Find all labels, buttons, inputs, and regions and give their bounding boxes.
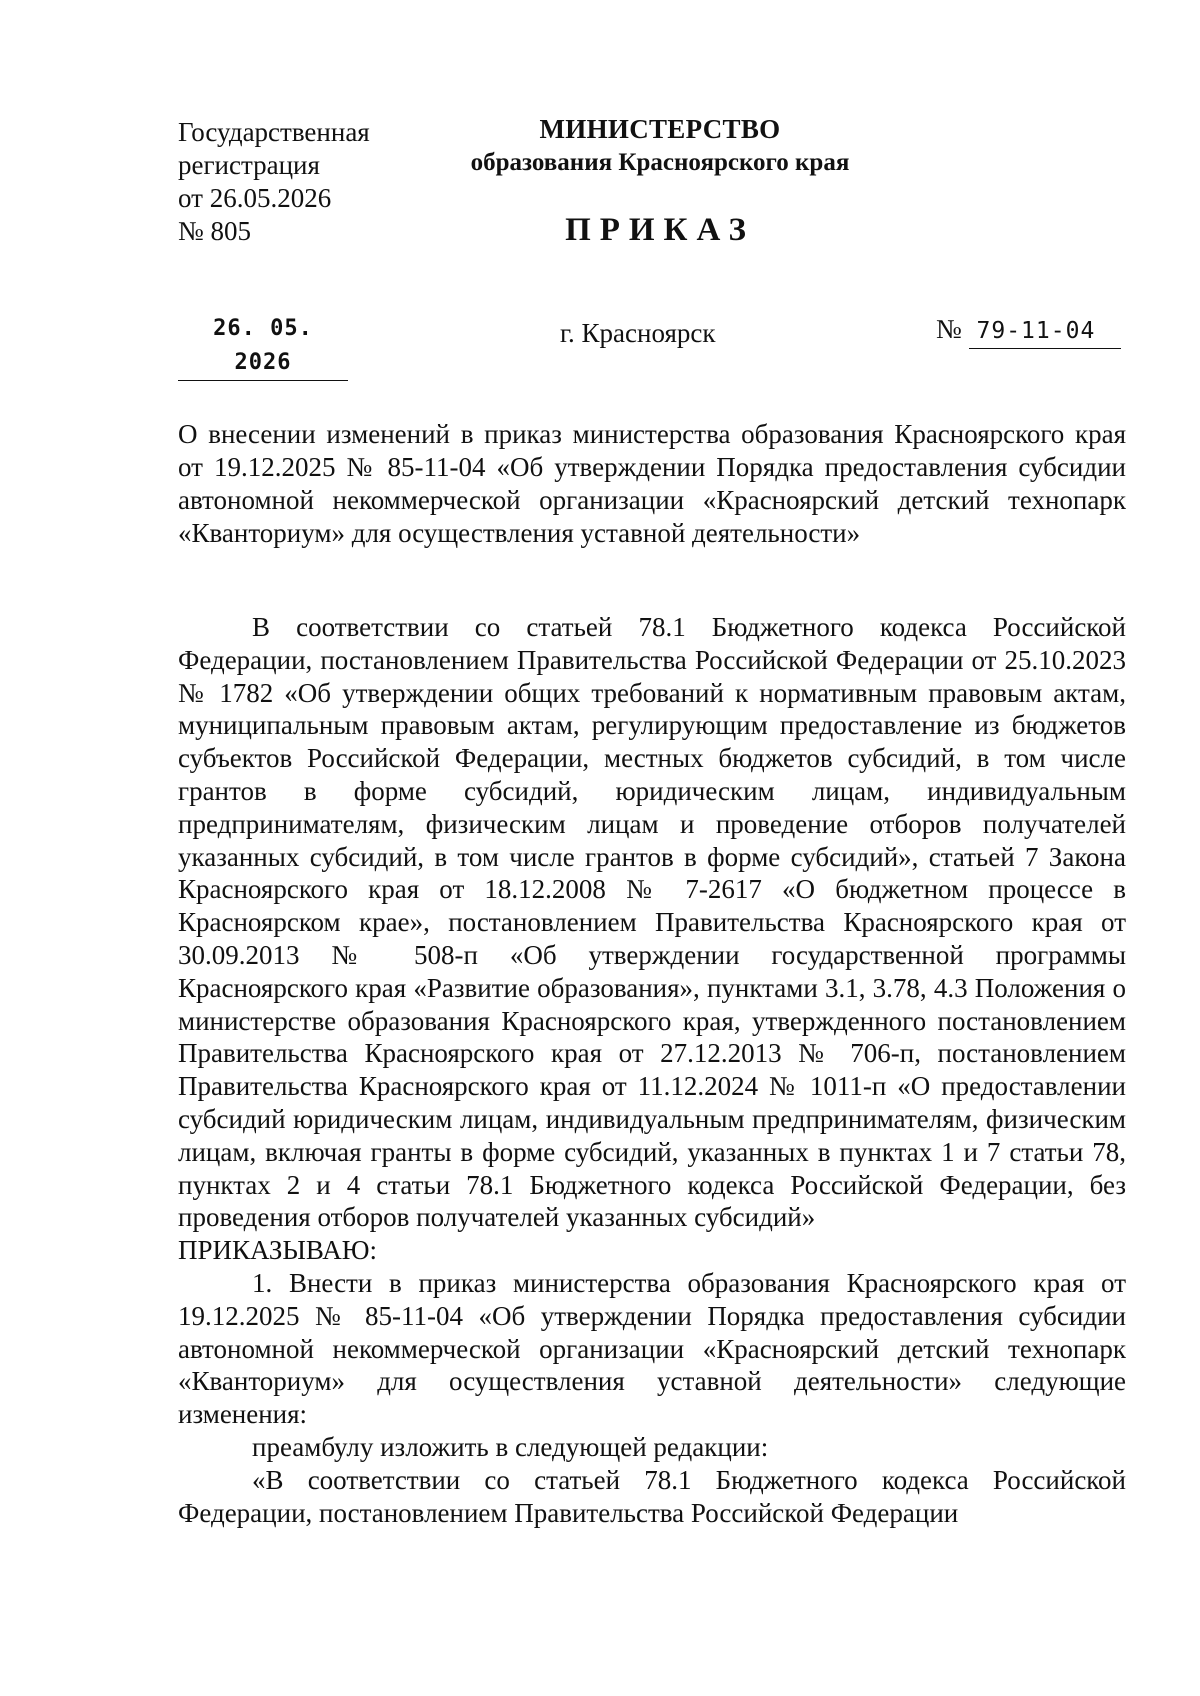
order-body xyxy=(178,611,1126,1529)
ministry-header xyxy=(400,112,920,180)
registration-stamp xyxy=(178,116,370,248)
registration-date: от 26.05.2026 xyxy=(178,183,332,213)
document-type-title: ПРИКАЗ xyxy=(565,212,755,248)
order-number-value: 79-11-04 xyxy=(969,314,1121,349)
registration-line-2: регистрация xyxy=(178,150,320,180)
preamble-paragraph: В соответствии со статьей 78.1 Бюджетного кодекса Российской Федерации, постановлением Правительства Российской Федерации от 25.10.2023 № 1782 «Об утверждении общих требований к нормативным правовым актам, муниципальным правовым актам, регулирующим предоставление из бюджетов субъектов Российской Федерации, местных бюджетов субсидий, в том числе грантов в форме субсидий, юридическим лицам, индивидуальным предпринимателям, физическим лицам и проведение отборов получателей указанных субсидий, в том числе грантов в форме субсидий», статьей 7 Закона Красноярского края от 18.12.2008 № 7-2617 «О бюджетном процессе в Красноярском крае», постановлением Правительства Красноярского края от 30.09.2013 № 508-п «Об утверждении государственной программы Красноярского края «Развитие образования», пунктами 3.1, 3.78, 4.3 Положения о министерстве образования Красноярского края, утвержденного постановлением Правительства Красноярского края от 27.12.2013 № 706-п, постановлением Правительства Красноярского края от 11.12.2024 № 1011-п «О предоставлении субсидий юридическим лицам, индивидуальным предпринимателям, физическим лицам, включая гранты в форме субсидий, указанных в пунктах 1 и 7 статьи 78, пунктах 2 и 4 статьи 78.1 Бюджетного кодекса Российской Федерации, без проведения отборов получателей указанных субсидий» xyxy=(178,612,1126,1233)
number-prefix: № xyxy=(936,314,962,344)
registration-line-1: Государственная xyxy=(178,117,370,147)
city-label: г. Красноярск xyxy=(560,318,716,348)
order-item-1: 1. Внести в приказ министерства образования Красноярского края от 19.12.2025 № 85-11-04 «Об утверждении Порядка предоставления субсидии автономной некоммерческой организации «Красноярский детский технопарк «Кванториум» для осуществления уставной деятельности» следующие изменения: xyxy=(178,1267,1126,1430)
order-date-field: 26. 05. 2026 xyxy=(178,312,348,381)
order-word: ПРИКАЗЫВАЮ: xyxy=(178,1235,377,1266)
order-number-field xyxy=(936,312,1126,349)
registration-number: № 805 xyxy=(178,216,252,246)
order-subject: О внесении изменений в приказ министерства образования Красноярского края от 19.12.2025 № 85-11-04 «Об утверждении Порядка предоставления субсидии автономной некоммерческой организации «Красноярский детский технопарк «Кванториум» для осуществления уставной деятельности» xyxy=(178,419,1126,548)
ministry-subtitle: образования Красноярского края xyxy=(470,149,850,176)
order-item-1-sub: преамбулу изложить в следующей редакции: xyxy=(252,1431,769,1462)
ministry-title: МИНИСТЕРСТВО xyxy=(539,114,781,144)
quoted-preamble-start: «В соответствии со статьей 78.1 Бюджетного кодекса Российской Федерации, постановлением Правительства Российской Федерации xyxy=(178,1464,1126,1528)
